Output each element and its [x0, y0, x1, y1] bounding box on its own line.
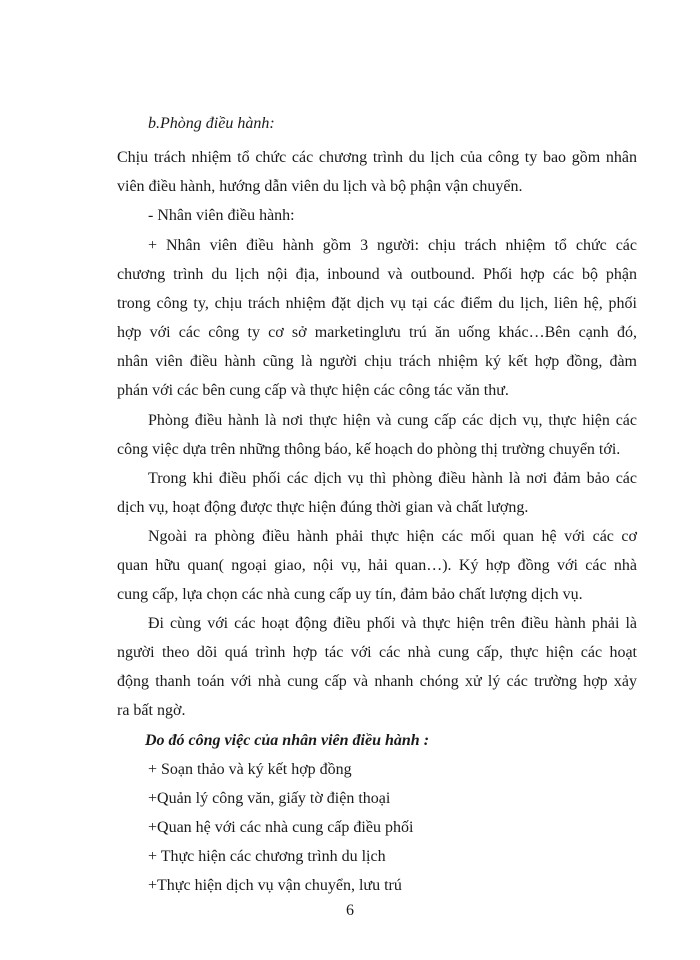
paragraph-3-line-1: Trong khi điều phối các dịch vụ thì phòng điều hành là nơi đảm bảo các: [148, 470, 637, 487]
duty-item: +Quan hệ với các nhà cung cấp điều phối: [148, 819, 414, 836]
staff-line-6: phán với các bên cung cấp và thực hiện các công tác văn thư.: [117, 382, 509, 399]
duty-item: + Soạn thảo và ký kết hợp đồng: [148, 761, 352, 778]
duty-item: + Thực hiện các chương trình du lịch: [148, 848, 386, 865]
intro-line-1: Chịu trách nhiệm tổ chức các chương trình du lịch của công ty bao gồm nhân: [117, 149, 637, 166]
staff-line-1: + Nhân viên điều hành gồm 3 người: chịu trách nhiệm tổ chức các: [148, 237, 637, 254]
staff-line-2: chương trình du lịch nội địa, inbound và outbound. Phối hợp các bộ phận: [117, 266, 637, 283]
paragraph-5-line-3: động thanh toán với nhà cung cấp và nhanh chóng xử lý các trường hợp xảy: [117, 673, 637, 690]
duty-item: +Thực hiện dịch vụ vận chuyển, lưu trú: [148, 877, 402, 894]
paragraph-2-line-2: công việc dựa trên những thông báo, kế hoạch do phòng thị trường chuyển tới.: [117, 441, 621, 458]
paragraph-5-line-4: ra bất ngờ.: [117, 702, 186, 719]
staff-line-4: hợp với các công ty cơ sở marketinglưu trú ăn uống khác…Bên cạnh đó,: [117, 324, 637, 341]
duties-heading: Do đó công việc của nhân viên điều hành :: [145, 732, 430, 749]
paragraph-4-line-3: cung cấp, lựa chọn các nhà cung cấp uy tín, đảm bảo chất lượng dịch vụ.: [117, 586, 583, 603]
paragraph-4-line-2: quan hữu quan( ngoại giao, nội vụ, hải quan…). Ký hợp đồng với các nhà: [117, 557, 637, 574]
staff-line-5: nhân viên điều hành cũng là người chịu trách nhiệm ký kết hợp đồng, đàm: [117, 353, 637, 370]
staff-line-3: trong công ty, chịu trách nhiệm đặt dịch vụ tại các điểm du lịch, liên hệ, phối: [117, 295, 637, 312]
paragraph-4-line-1: Ngoài ra phòng điều hành phải thực hiện các mối quan hệ với các cơ: [148, 528, 637, 545]
intro-line-2: viên điều hành, hướng dẫn viên du lịch và bộ phận vận chuyển.: [117, 178, 523, 195]
section-heading: b.Phòng điều hành:: [148, 115, 275, 132]
duty-item: +Quản lý công văn, giấy tờ điện thoại: [148, 790, 391, 807]
sub-heading: - Nhân viên điều hành:: [148, 207, 295, 224]
paragraph-5-line-1: Đi cùng với các hoạt động điều phối và thực hiện trên điều hành phải là: [148, 615, 637, 632]
paragraph-2-line-1: Phòng điều hành là nơi thực hiện và cung cấp các dịch vụ, thực hiện các: [148, 412, 637, 429]
page-number: 6: [346, 902, 354, 919]
paragraph-3-line-2: dịch vụ, hoạt động được thực hiện đúng thời gian và chất lượng.: [117, 499, 529, 516]
paragraph-5-line-2: người theo dõi quá trình hợp tác với các nhà cung cấp, thực hiện các hoạt: [117, 644, 637, 661]
